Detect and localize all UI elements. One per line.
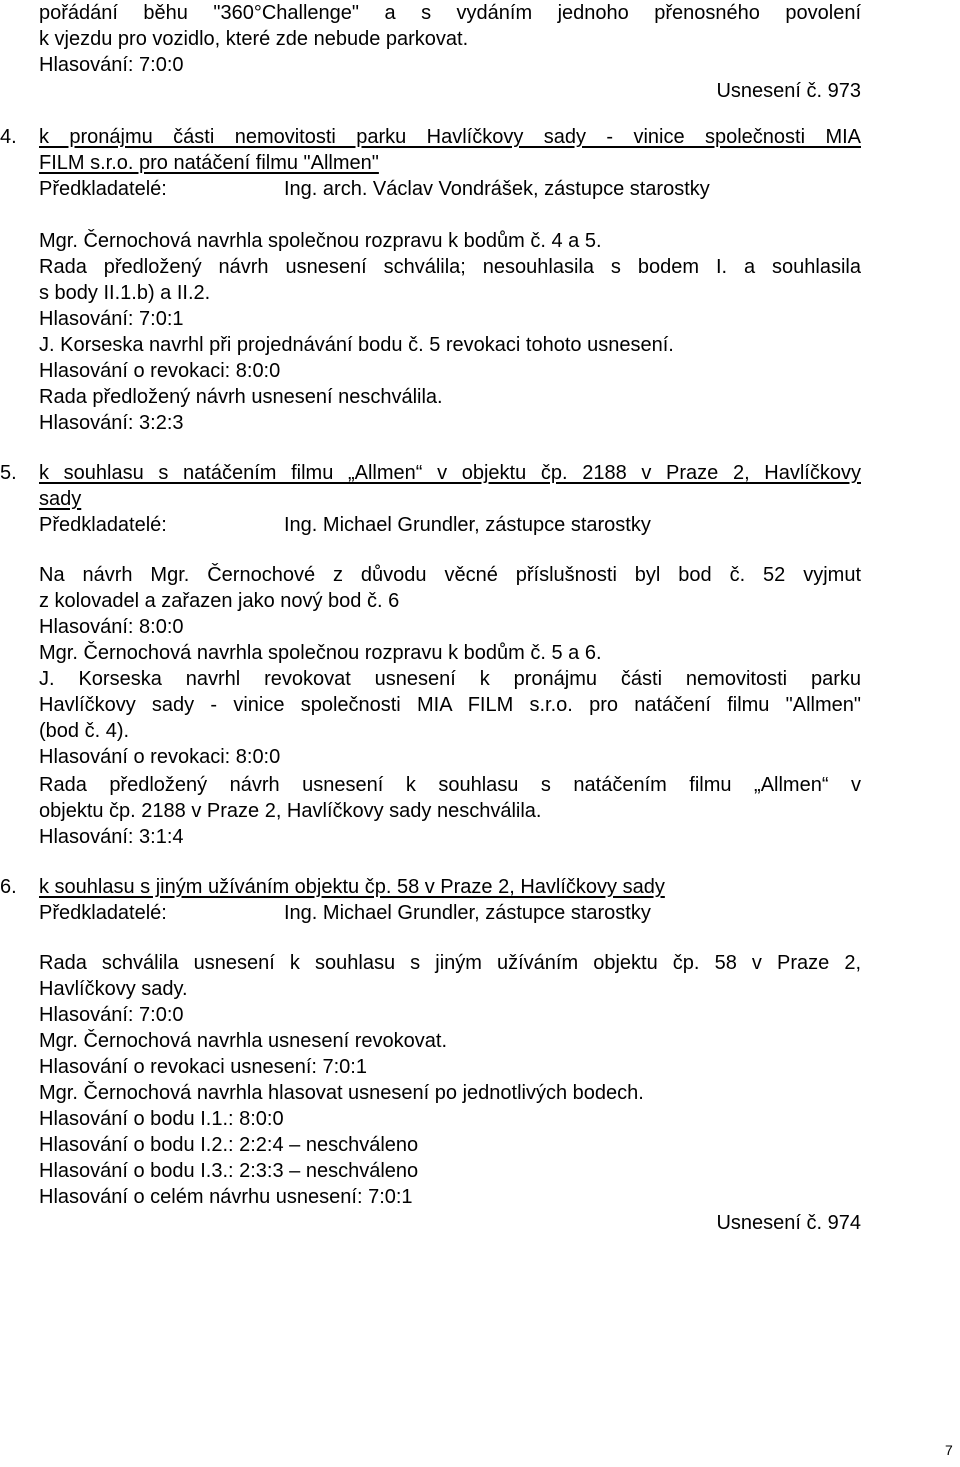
text-line: pořádání běhu "360°Challenge" a s vydáním jednoho přenosného povolení — [39, 2, 861, 24]
vote-result: Hlasování: 7:0:0 — [39, 1004, 184, 1026]
text-line: Mgr. Černochová navrhla usnesení revokovat. — [39, 1030, 447, 1052]
vote-result: Hlasování: 7:0:0 — [39, 54, 184, 76]
item-title-text: FILM s.r.o. pro natáčení filmu "Allmen" — [39, 152, 379, 174]
text-line: objektu čp. 2188 v Praze 2, Havlíčkovy sady neschválila. — [39, 800, 542, 822]
submitter-name: Ing. Michael Grundler, zástupce starostky — [284, 902, 651, 924]
submitter-name: Ing. arch. Václav Vondrášek, zástupce starostky — [284, 178, 710, 200]
text-line: (bod č. 4). — [39, 720, 130, 742]
resolution-number: Usnesení č. 973 — [716, 80, 861, 102]
text-line: J. Korseska navrhl při projednávání bodu č. 5 revokaci tohoto usnesení. — [39, 334, 674, 356]
vote-result: Hlasování o revokaci: 8:0:0 — [39, 746, 281, 768]
text-line: Rada předložený návrh usnesení neschválila. — [39, 386, 443, 408]
item-title-text: sady — [39, 488, 82, 510]
vote-result: Hlasování o revokaci: 8:0:0 — [39, 360, 281, 382]
vote-result: Hlasování o bodu I.3.: 2:3:3 – neschváleno — [39, 1160, 419, 1182]
vote-result: Hlasování o celém návrhu usnesení: 7:0:1 — [39, 1186, 413, 1208]
submitter-name: Ing. Michael Grundler, zástupce starostky — [284, 514, 651, 536]
item-title-cont — [39, 486, 861, 512]
submitter-line — [39, 176, 861, 202]
vote-result: Hlasování o bodu I.1.: 8:0:0 — [39, 1108, 284, 1130]
vote-result: Hlasování: 3:2:3 — [39, 412, 184, 434]
text-line: Mgr. Černochová navrhla společnou rozpravu k bodům č. 5 a 6. — [39, 642, 602, 664]
item-title: k souhlasu s jiným užíváním objektu čp. 58 v Praze 2, Havlíčkovy sady — [39, 876, 665, 898]
text-line: s body II.1.b) a II.2. — [39, 282, 211, 304]
submitter-line — [39, 512, 861, 538]
text-line: Havlíčkovy sady - vinice společnosti MIA FILM s.r.o. pro natáčení filmu "Allmen" — [39, 694, 861, 716]
item-title-cont — [39, 150, 861, 176]
submitter-label: Předkladatelé: — [39, 902, 167, 924]
text-line: J. Korseska navrhl revokovat usnesení k pronájmu části nemovitosti parku — [39, 668, 861, 690]
submitter-label: Předkladatelé: — [39, 514, 167, 536]
submitter-line — [39, 900, 861, 926]
vote-result: Hlasování: 3:1:4 — [39, 826, 184, 848]
text-line: Havlíčkovy sady. — [39, 978, 188, 1000]
vote-result: Hlasování o bodu I.2.: 2:2:4 – neschváleno — [39, 1134, 419, 1156]
item-number: 4. — [0, 126, 17, 148]
page-number: 7 — [945, 1442, 953, 1458]
submitter-label: Předkladatelé: — [39, 178, 167, 200]
text-line: Rada schválila usnesení k souhlasu s jiným užíváním objektu čp. 58 v Praze 2, — [39, 952, 861, 974]
text-line: Mgr. Černochová navrhla společnou rozpravu k bodům č. 4 a 5. — [39, 230, 602, 252]
text-line: k vjezdu pro vozidlo, které zde nebude parkovat. — [39, 28, 469, 50]
item-title: k pronájmu části nemovitosti parku Havlíčkovy sady - vinice společnosti MIA — [39, 126, 861, 148]
text-line: Na návrh Mgr. Černochové z důvodu věcné příslušnosti byl bod č. 52 vyjmut — [39, 564, 861, 586]
text-line: z kolovadel a zařazen jako nový bod č. 6 — [39, 590, 400, 612]
item-title-line — [39, 874, 861, 900]
text-line: Mgr. Černochová navrhla hlasovat usnesení po jednotlivých bodech. — [39, 1082, 644, 1104]
resolution-number: Usnesení č. 974 — [716, 1212, 861, 1234]
item-title: k souhlasu s natáčením filmu „Allmen“ v objektu čp. 2188 v Praze 2, Havlíčkovy — [39, 462, 861, 484]
text-line: Rada předložený návrh usnesení k souhlasu s natáčením filmu „Allmen“ v — [39, 774, 861, 796]
item-number: 6. — [0, 876, 17, 898]
vote-result: Hlasování o revokaci usnesení: 7:0:1 — [39, 1056, 367, 1078]
vote-result: Hlasování: 7:0:1 — [39, 308, 184, 330]
vote-result: Hlasování: 8:0:0 — [39, 616, 184, 638]
item-number: 5. — [0, 462, 17, 484]
text-line: Rada předložený návrh usnesení schválila; nesouhlasila s bodem I. a souhlasila — [39, 256, 861, 278]
